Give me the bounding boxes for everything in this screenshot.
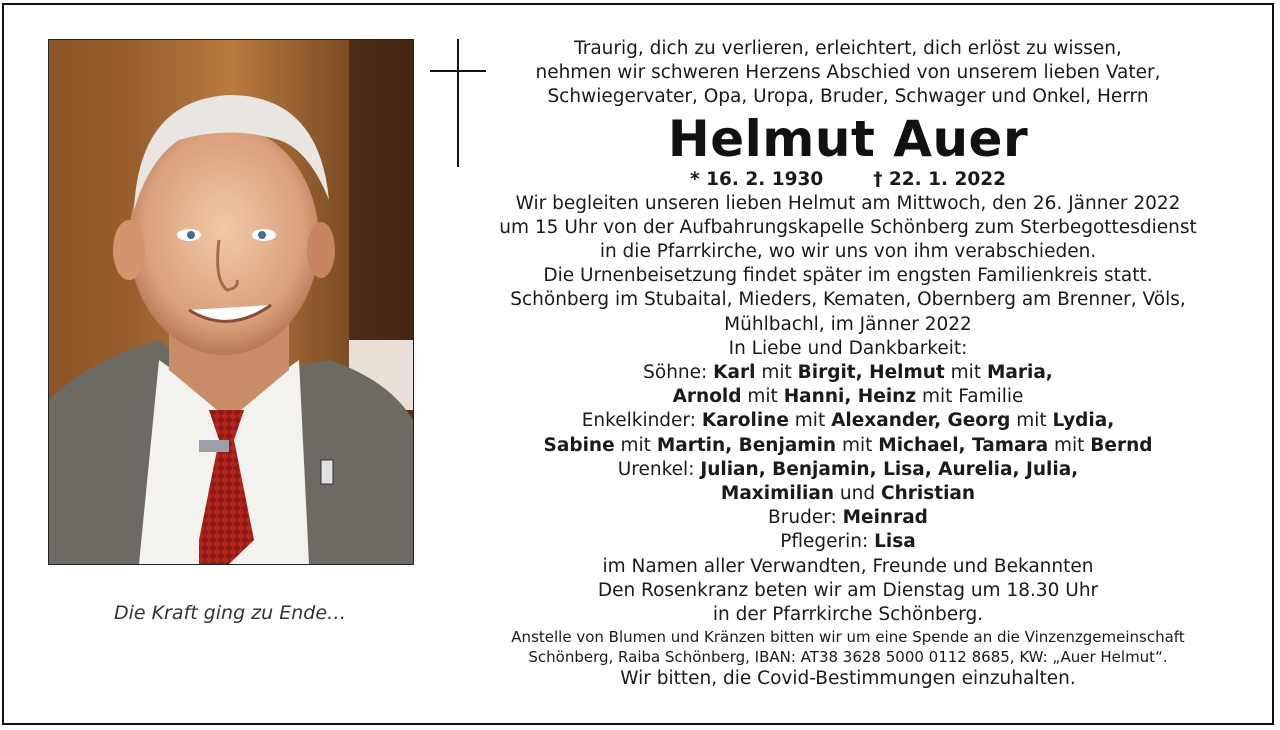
donation-line: Anstelle von Blumen und Kränzen bitten wir um eine Spende an die Vinzenzgemeinschaft bbox=[511, 628, 1185, 647]
portrait-photo bbox=[48, 39, 414, 565]
family-name: Karl bbox=[713, 362, 756, 384]
family-name: Alexander, Georg bbox=[831, 410, 1011, 432]
funeral-line: Mühlbachl, im Jänner 2022 bbox=[724, 313, 972, 335]
family-name: Bernd bbox=[1090, 434, 1153, 456]
family-name: Karoline bbox=[701, 410, 789, 432]
obituary-card bbox=[2, 3, 1274, 725]
connector-text: und bbox=[834, 483, 881, 505]
funeral-line: In Liebe und Dankbarkeit: bbox=[728, 337, 968, 359]
portrait-illustration bbox=[49, 40, 413, 564]
great-grandchildren-line bbox=[442, 482, 1254, 506]
life-dates bbox=[442, 168, 1254, 192]
great-grandchildren-line: Urenkel: Julian, Benjamin, Lisa, Aurelia, Julia, bbox=[617, 458, 1079, 480]
intro-line: Schwiegervater, Opa, Uropa, Bruder, Schwager und Onkel, Herrn bbox=[547, 86, 1149, 108]
grandchildren-line bbox=[442, 434, 1254, 458]
family-name: Michael, Tamara bbox=[878, 434, 1049, 456]
funeral-line: Wir begleiten unseren lieben Helmut am Mittwoch, den 26. Jänner 2022 bbox=[515, 192, 1181, 214]
family-name: Birgit, Helmut bbox=[797, 362, 945, 384]
connector-text: mit bbox=[741, 386, 784, 408]
sons-line bbox=[442, 385, 1254, 409]
family-name: Hanni, Heinz bbox=[783, 386, 917, 408]
connector-text: mit bbox=[614, 434, 657, 456]
funeral-line: um 15 Uhr von der Aufbahrungskapelle Schönberg zum Sterbegottesdienst bbox=[499, 216, 1197, 238]
connector-text: mit bbox=[788, 410, 832, 432]
grandchildren-line: Enkelkinder: Karoline mit Alexander, Georg mit Lydia, bbox=[581, 410, 1115, 432]
obituary-text bbox=[442, 37, 1254, 691]
birth-date: * 16. 2. 1930 bbox=[690, 168, 824, 190]
deceased-name: Helmut Auer bbox=[667, 109, 1029, 168]
connector-text: mit Familie bbox=[916, 386, 1024, 408]
family-name: Maria, bbox=[986, 362, 1053, 384]
family-name: Julian, Benjamin, Lisa, Aurelia, Julia, bbox=[700, 458, 1079, 480]
connector-text: mit bbox=[755, 362, 798, 384]
closing-line: Den Rosenkranz beten wir am Dienstag um 18.30 Uhr bbox=[597, 579, 1099, 601]
quote-text: Die Kraft ging zu Ende… bbox=[113, 602, 347, 624]
brother-line: Bruder: Meinrad bbox=[768, 507, 928, 529]
intro-line: Traurig, dich zu verlieren, erleichtert, dich erlöst zu wissen, bbox=[574, 38, 1122, 59]
family-name: Arnold bbox=[672, 386, 742, 408]
connector-text: mit bbox=[836, 434, 879, 456]
carer-line: Pflegerin: Lisa bbox=[780, 531, 916, 553]
family-name: Martin, Benjamin bbox=[656, 434, 837, 456]
family-name: Lydia, bbox=[1052, 410, 1115, 432]
covid-note: Wir bitten, die Covid-Bestimmungen einzuhalten. bbox=[620, 668, 1076, 690]
funeral-line: Schönberg im Stubaital, Mieders, Kematen, Obernberg am Brenner, Völs, bbox=[510, 289, 1186, 311]
closing-line: im Namen aller Verwandten, Freunde und Bekannten bbox=[602, 555, 1094, 577]
closing-line: in der Pfarrkirche Schönberg. bbox=[712, 604, 984, 626]
family-name: Christian bbox=[881, 483, 976, 505]
donation-line: Schönberg, Raiba Schönberg, IBAN: AT38 3628 5000 0112 8685, KW: „Auer Helmut“. bbox=[528, 648, 1168, 667]
death-date: † 22. 1. 2022 bbox=[873, 168, 1006, 190]
intro-line: nehmen wir schweren Herzens Abschied von unserem lieben Vater, bbox=[535, 62, 1161, 84]
sons-line: Söhne: Karl mit Birgit, Helmut mit Maria, bbox=[643, 362, 1053, 384]
funeral-line: in die Pfarrkirche, wo wir uns von ihm verabschieden. bbox=[599, 241, 1097, 263]
connector-text: mit bbox=[944, 362, 987, 384]
connector-text: mit bbox=[1010, 410, 1053, 432]
funeral-line: Die Urnenbeisetzung findet später im engsten Familienkreis statt. bbox=[543, 265, 1153, 287]
family-name: Sabine bbox=[543, 434, 615, 456]
connector-text: mit bbox=[1048, 434, 1091, 456]
family-name: Maximilian bbox=[720, 483, 835, 505]
